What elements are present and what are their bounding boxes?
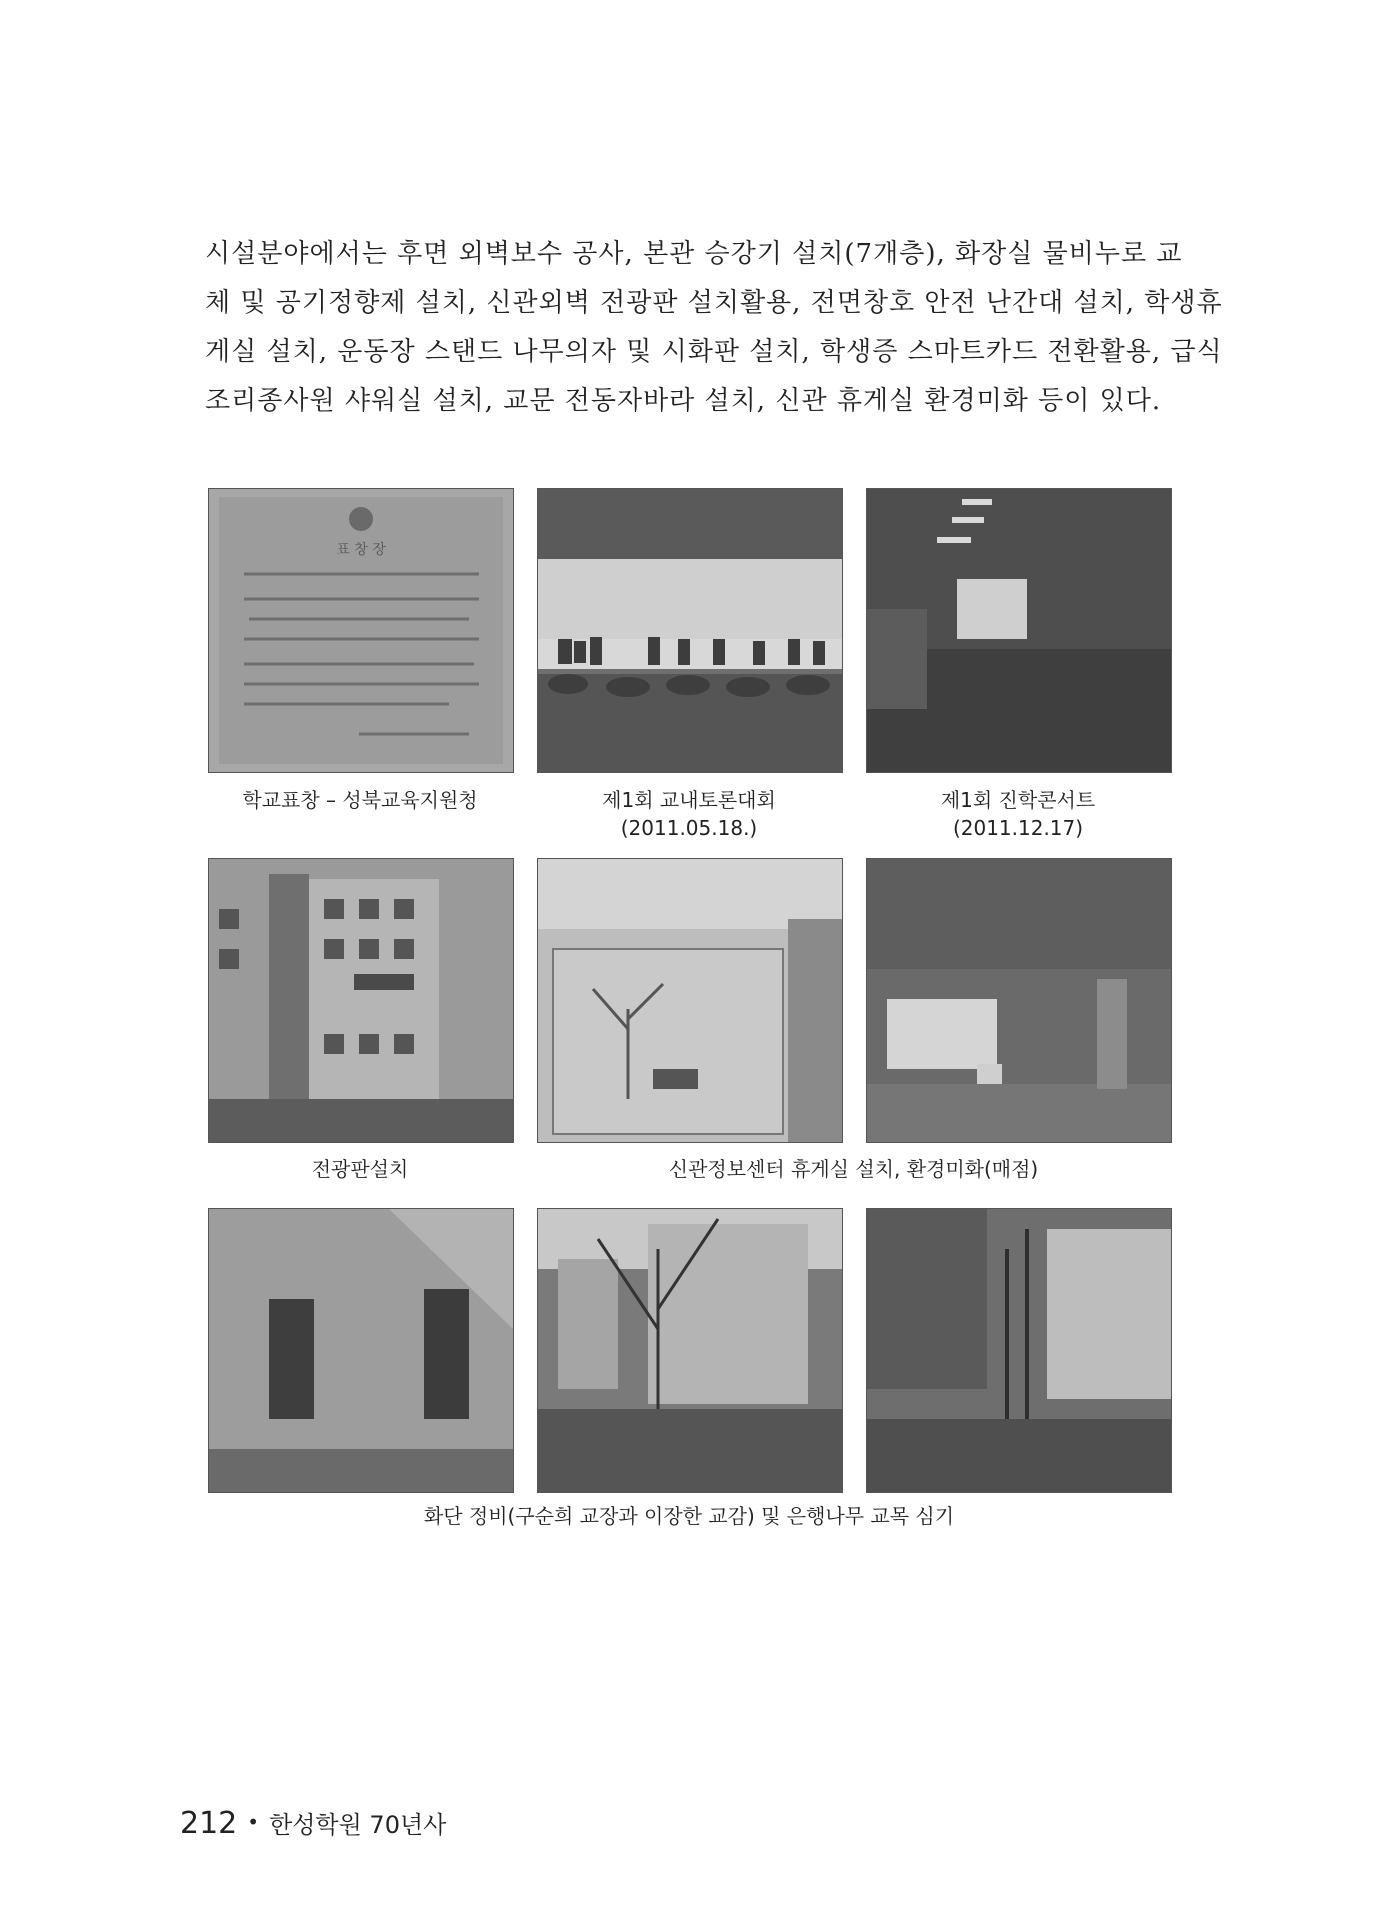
caption-career-concert	[866, 786, 1170, 842]
photo-lounge-mural	[537, 858, 843, 1143]
body-line: 게실 설치, 운동장 스탠드 나무의자 및 시화판 설치, 학생증 스마트카드 전환활용, 급식	[205, 337, 1223, 367]
caption-title: 제1회 진학콘서트	[940, 788, 1096, 812]
caption-certificate	[208, 786, 512, 814]
page-number: 212	[180, 1806, 238, 1841]
photo-flowerbed-planting	[208, 1208, 514, 1493]
caption-text: 학교표창 – 성북교육지원청	[242, 788, 478, 812]
photo-school-store	[866, 858, 1172, 1143]
page-footer	[180, 1805, 446, 1841]
photo-certificate	[208, 488, 514, 773]
caption-text: 신관정보센터 휴게실 설치, 환경미화(매점)	[668, 1157, 1039, 1181]
caption-title: 제1회 교내토론대회	[602, 788, 776, 812]
photo-ginkgo-trees-1	[537, 1208, 843, 1493]
body-line: 조리종사원 샤워실 설치, 교문 전동자바라 설치, 신관 휴게실 환경미화 등이 있다.	[205, 386, 1162, 416]
body-paragraph	[205, 230, 1223, 426]
photo-debate-contest	[537, 488, 843, 773]
photo-ginkgo-trees-2	[866, 1208, 1172, 1493]
photo-electronic-board	[208, 858, 514, 1143]
caption-flowerbed-ginkgo	[208, 1502, 1170, 1530]
caption-lounge-store	[537, 1155, 1170, 1183]
footer-separator: •	[247, 1810, 260, 1834]
caption-text: 화단 정비(구순희 교장과 이장한 교감) 및 은행나무 교목 심기	[423, 1504, 955, 1528]
photo-career-concert	[866, 488, 1172, 773]
caption-text: 전광판설치	[311, 1157, 409, 1181]
body-line: 체 및 공기정향제 설치, 신관외벽 전광판 설치활용, 전면창호 안전 난간대 설치, 학생휴	[205, 288, 1223, 318]
body-line: 시설분야에서는 후면 외벽보수 공사, 본관 승강기 설치(7개층), 화장실 물비누로 교	[205, 239, 1183, 269]
caption-electronic-board	[208, 1155, 512, 1183]
book-title: 한성학원 70년사	[269, 1811, 447, 1839]
caption-date: (2011.12.17)	[952, 816, 1084, 840]
caption-debate-contest	[537, 786, 841, 842]
caption-date: (2011.05.18.)	[620, 816, 758, 840]
certificate-title: 표 창 장	[336, 542, 386, 558]
